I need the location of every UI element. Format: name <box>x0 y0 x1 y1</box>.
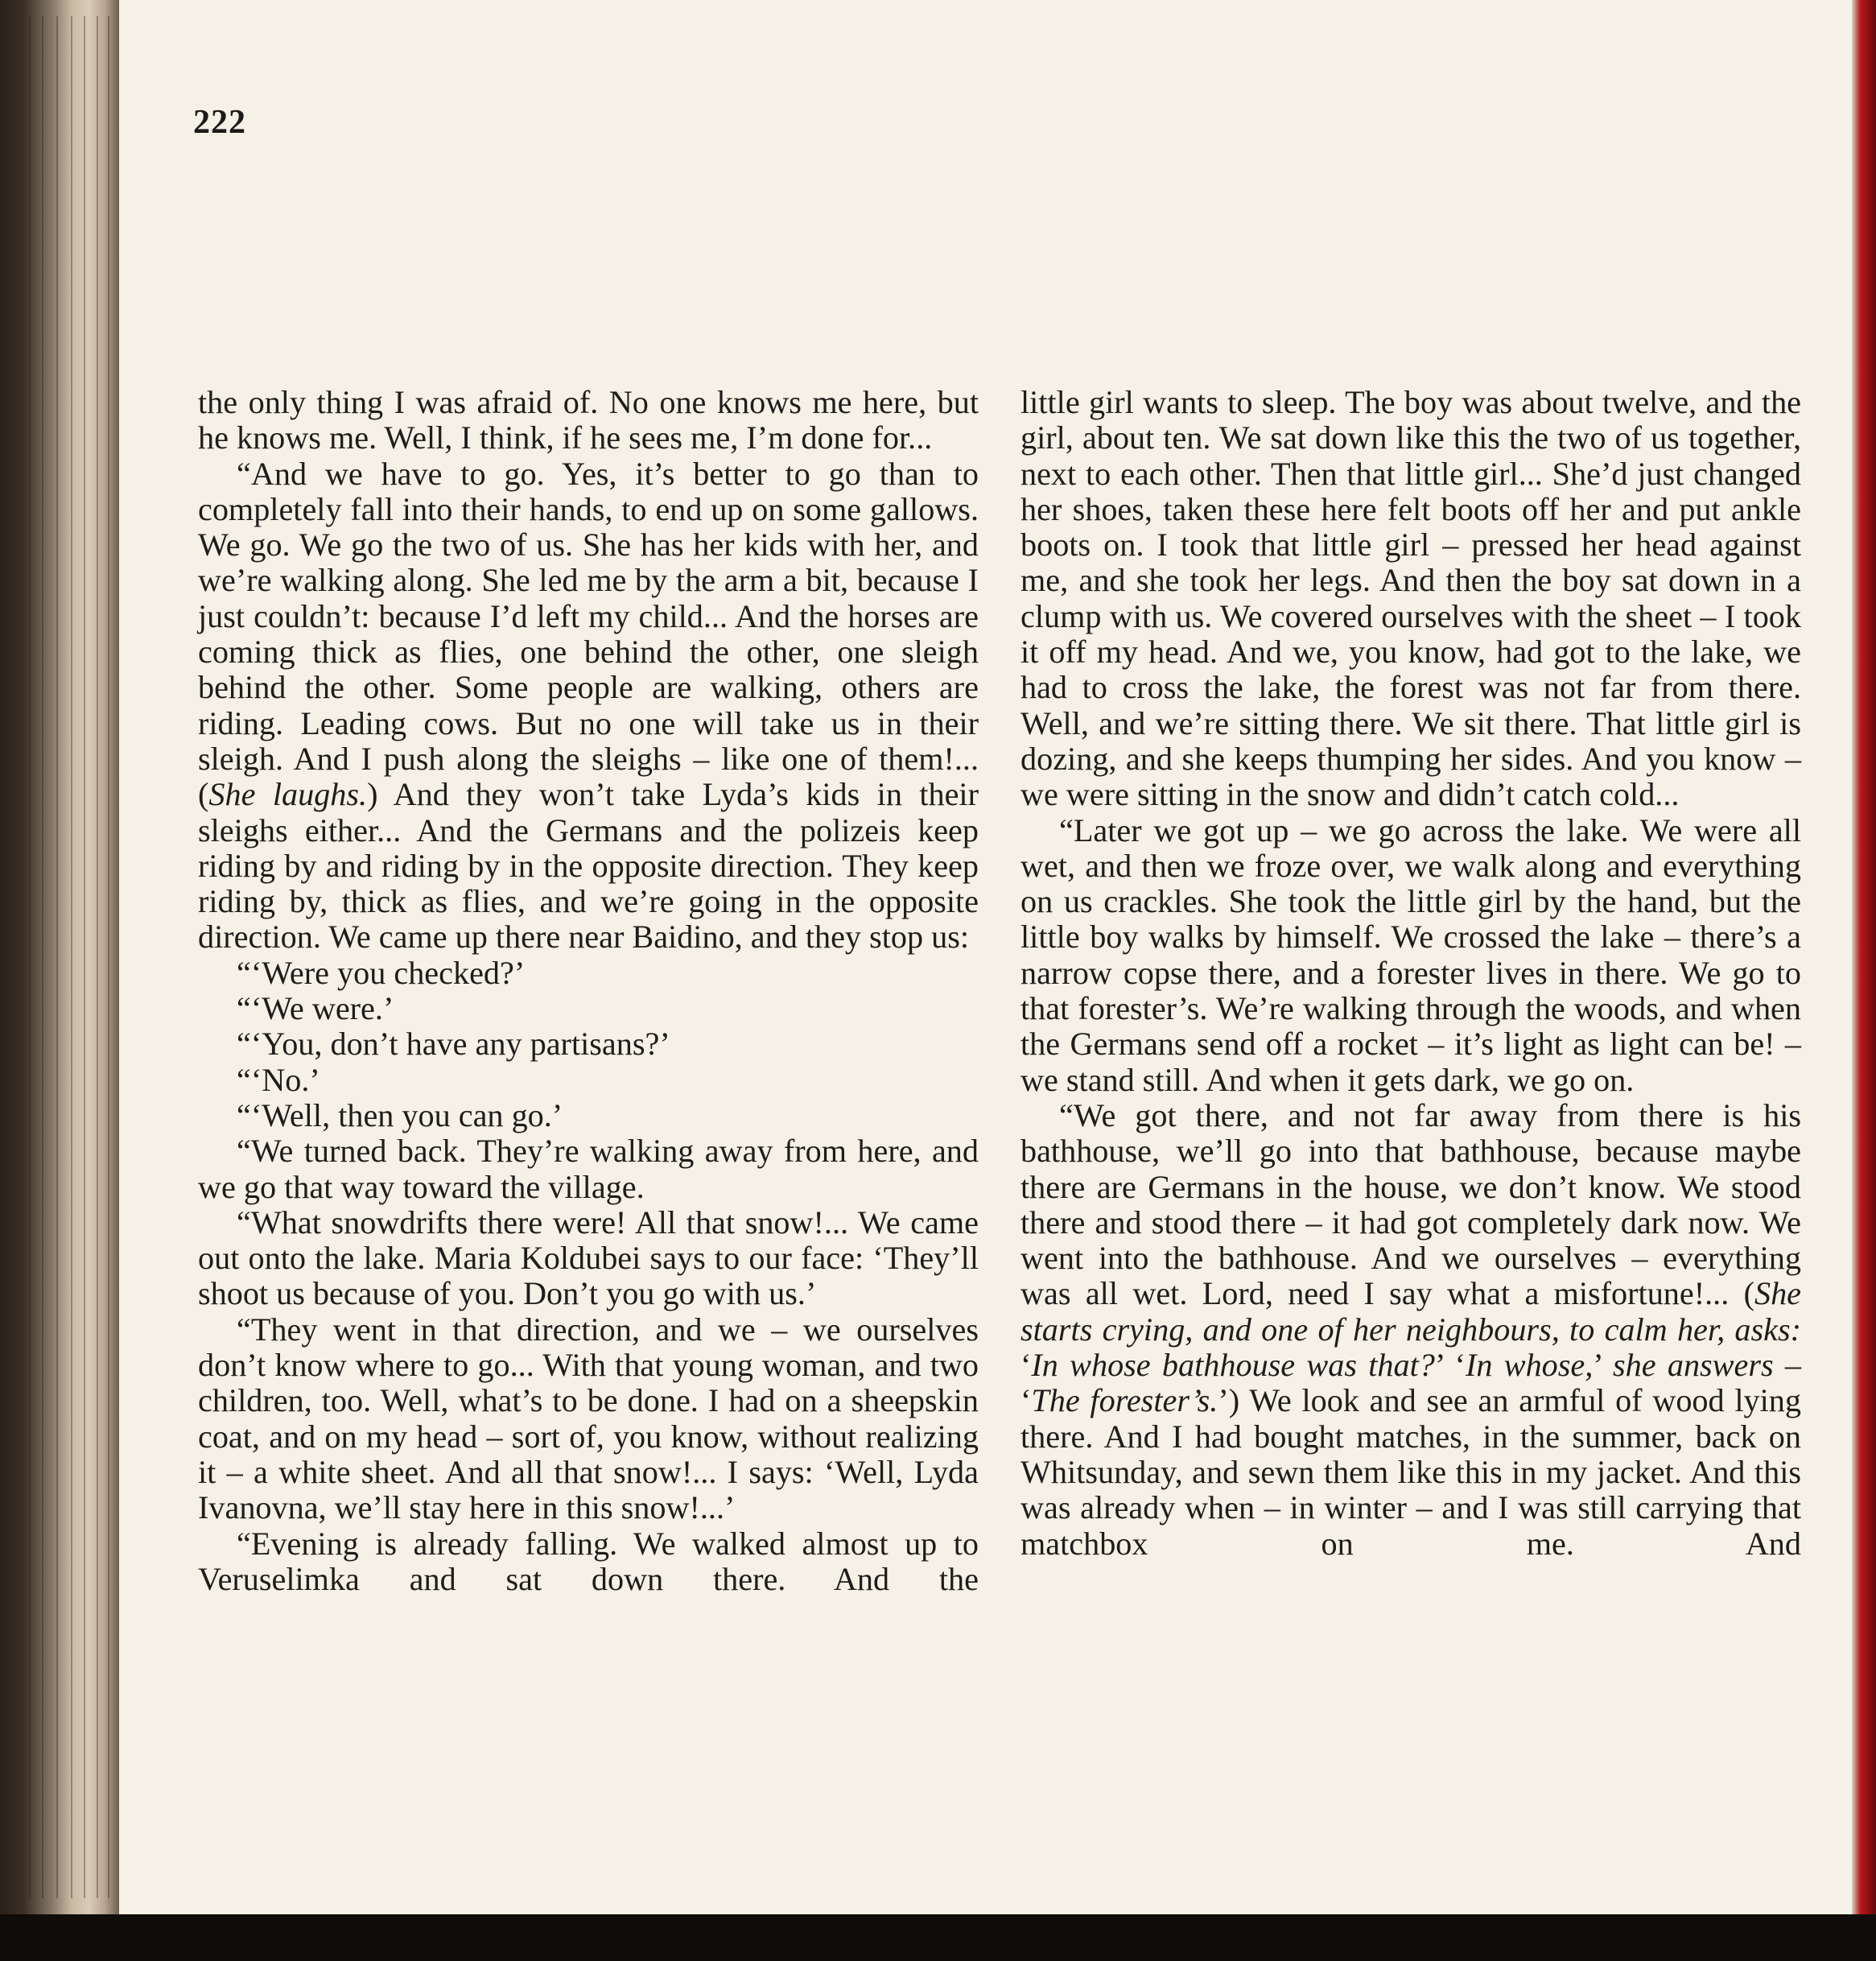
paragraph: “Later we got up – we go across the lake. We were all wet, and then we froze over, we walk along and everything on us crackles. She took the little girl by the hand, but the little boy walks by himself. We crossed the lake – there’s a narrow copse there, and a forester lives in there. We go to that forester’s. We’re walking through the woods, and when the Germans send off a rocket – it’s light as light can be! – we stand still. And when it gets dark, we go on. <box>1020 811 1801 1098</box>
paragraph: “Evening is already falling. We walked almost up to Veruselimka and sat down there. And the <box>198 1525 979 1597</box>
paragraph: “They went in that direction, and we – we ourselves don’t know where to go... With that young woman, and two children, too. Well, what’s to be done. I had on a sheepskin coat, and on my head – sort of, you know, without realizing it – a white sheet. And all that snow!... I says: ‘Well, Lyda Ivanovna, we’ll stay here in this snow!...’ <box>198 1311 979 1526</box>
dialogue-line: “‘You, don’t have any partisans?’ <box>237 1026 670 1063</box>
page-number: 222 <box>193 104 246 141</box>
paragraph: “And we have to go. Yes, it’s better to go than to completely fall into their hands, to end up on some gallows. We go. We go the two of us. She has her kids with her, and we’re walking along. She led me by the arm a bit, because I just couldn’t: because I’d left my child... And the horses are coming thick as flies, one behind the other, one sleigh behind the other. Some people are walking, others are riding. Leading cows. But no one will take us in their sleigh. And I push along the sleighs – like one of them!... (She laughs.) And they won’t take Lyda’s kids in their sleighs either... And the Germans and the polizeis keep riding by and riding by in the opposite direction. They keep riding by, thick as flies, and we’re going in the opposite direction. We came up there near Baidino, and they stop us: <box>198 455 979 956</box>
dialogue-line: “‘Well, then you can go.’ <box>237 1096 563 1133</box>
stage-direction: She laughs. <box>208 776 368 813</box>
text-column-left <box>198 385 979 1597</box>
page-bottom-shadow <box>0 1914 1876 1961</box>
stage-direction: She starts crying, and one of her neighbours, to calm her, asks: <box>1020 1275 1801 1348</box>
book-cover-edge <box>1852 0 1876 1961</box>
paragraph: “We turned back. They’re walking away from here, and we go that way toward the village. <box>198 1133 979 1205</box>
page-edge-stack <box>0 0 119 1914</box>
book-page <box>119 0 1852 1914</box>
dialogue-line: “‘We were.’ <box>237 990 394 1027</box>
paragraph: “We got there, and not far away from there is his bathhouse, we’ll go into that bathhouse, because maybe there are Germans in the house, we don’t know. We stood there and stood there – it had got completely dark now. We went into the bathhouse. And we ourselves – everything was all wet. Lord, need I say what a misfortune!... (She starts crying, and one of her neighbours, to calm her, asks: ‘In whose bathhouse was that?’ ‘In whose,’ she answers – ‘The forester’s.’) We look and see an armful of wood lying there. And I had bought matches, in the summer, back on Whitsunday, and sewn them like this in my jacket. And this was already when – in winter – and I was still carrying that matchbox on me. And <box>1020 1096 1801 1562</box>
paragraph: little girl wants to sleep. The boy was about twelve, and the girl, about ten. We sat down like this the two of us together, next to each other. Then that little girl... She’d just changed her shoes, taken these here felt boots off her and put ankle boots on. I took that little girl – pressed her head against me, and she took her legs. And then the boy sat down in a clump with us. We covered ourselves with the sheet – I took it off my head. And we, you know, had got to the lake, we had to cross the lake, the forest was not far from there. Well, and we’re sitting there. We sit there. That little girl is dozing, and she keeps thumping her sides. And you know – we were sitting in the snow and didn’t catch cold... <box>1020 384 1801 813</box>
paragraph: the only thing I was afraid of. No one knows me here, but he knows me. Well, I think, if he sees me, I’m done for... <box>198 384 979 456</box>
dialogue-line: “‘No.’ <box>237 1061 320 1098</box>
dialogue-line: “‘Were you checked?’ <box>237 954 526 991</box>
text-column-right <box>1020 385 1801 1562</box>
paragraph: “What snowdrifts there were! All that snow!... We came out onto the lake. Maria Koldubei says to our face: ‘They’ll shoot us because of you. Don’t you go with us.’ <box>198 1203 979 1312</box>
